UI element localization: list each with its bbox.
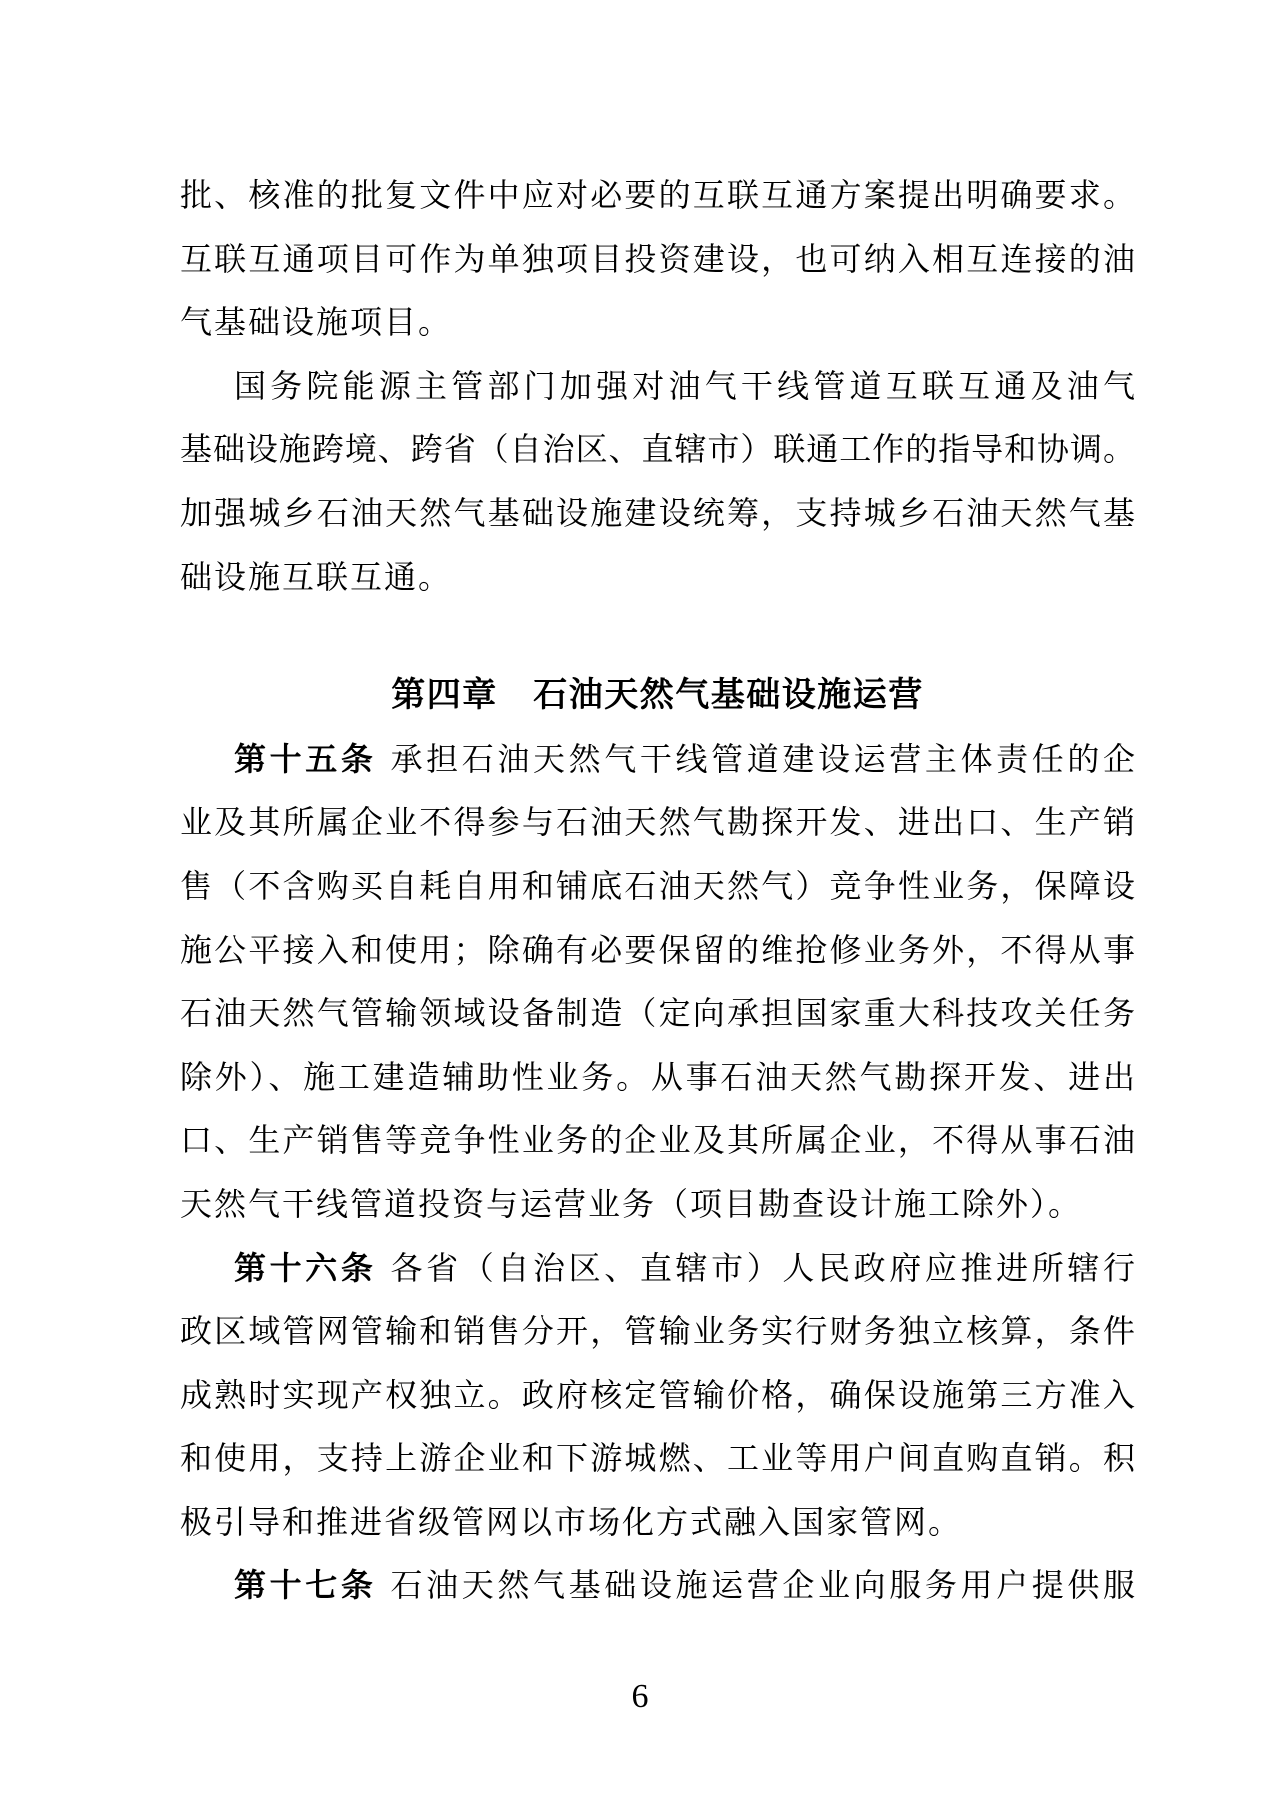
text-line: 气基础设施项目。: [180, 304, 453, 341]
text-line: 第十六条 各省（自治区、直辖市）人民政府应推进所辖行: [234, 1249, 1135, 1286]
text-block: [180, 164, 1135, 1618]
text-line: 施公平接入和使用；除确有必要保留的维抢修业务外，不得从事: [180, 931, 1135, 968]
text-line: 口、生产销售等竞争性业务的企业及其所属企业，不得从事石油: [180, 1122, 1135, 1159]
text-line: 售（不含购买自耗自用和铺底石油天然气）竞争性业务，保障设: [180, 867, 1135, 904]
text-line: 基础设施跨境、跨省（自治区、直辖市）联通工作的指导和协调。: [180, 431, 1135, 468]
text-line: 天然气干线管道投资与运营业务（项目勘查设计施工除外）。: [180, 1185, 1083, 1222]
text-line: 加强城乡石油天然气基础设施建设统筹，支持城乡石油天然气基: [180, 494, 1135, 531]
text-line: 政区域管网管输和销售分开，管输业务实行财务独立核算，条件: [180, 1313, 1135, 1350]
text-line: 石油天然气管输领域设备制造（定向承担国家重大科技攻关任务: [180, 995, 1135, 1032]
text-line: 础设施互联互通。: [180, 558, 453, 595]
text-line: 和使用，支持上游企业和下游城燃、工业等用户间直购直销。积: [180, 1440, 1135, 1477]
text-line: 互联互通项目可作为单独项目投资建设，也可纳入相互连接的油: [180, 240, 1135, 277]
article-label: 第十五条: [234, 740, 377, 777]
text-line: 批、核准的批复文件中应对必要的互联互通方案提出明确要求。: [180, 177, 1135, 213]
text-line: 国务院能源主管部门加强对油气干线管道互联互通及油气: [234, 367, 1135, 404]
chapter-heading: 第四章 石油天然气基础设施运营: [391, 676, 924, 715]
text-line: 业及其所属企业不得参与石油天然气勘探开发、进出口、生产销: [180, 804, 1135, 841]
page-number: 6: [631, 1678, 649, 1715]
article-label: 第十七条: [234, 1567, 377, 1604]
text-line: 极引导和推进省级管网以市场化方式融入国家管网。: [180, 1503, 963, 1540]
text-line: 成熟时实现产权独立。政府核定管输价格，确保设施第三方准入: [180, 1376, 1135, 1413]
text-line: 第十七条 石油天然气基础设施运营企业向服务用户提供服: [234, 1567, 1135, 1604]
text-line: 除外）、施工建造辅助性业务。从事石油天然气勘探开发、进出: [180, 1058, 1135, 1095]
article-label: 第十六条: [234, 1249, 377, 1286]
text-line: 第十五条 承担石油天然气干线管道建设运营主体责任的企: [234, 740, 1135, 777]
